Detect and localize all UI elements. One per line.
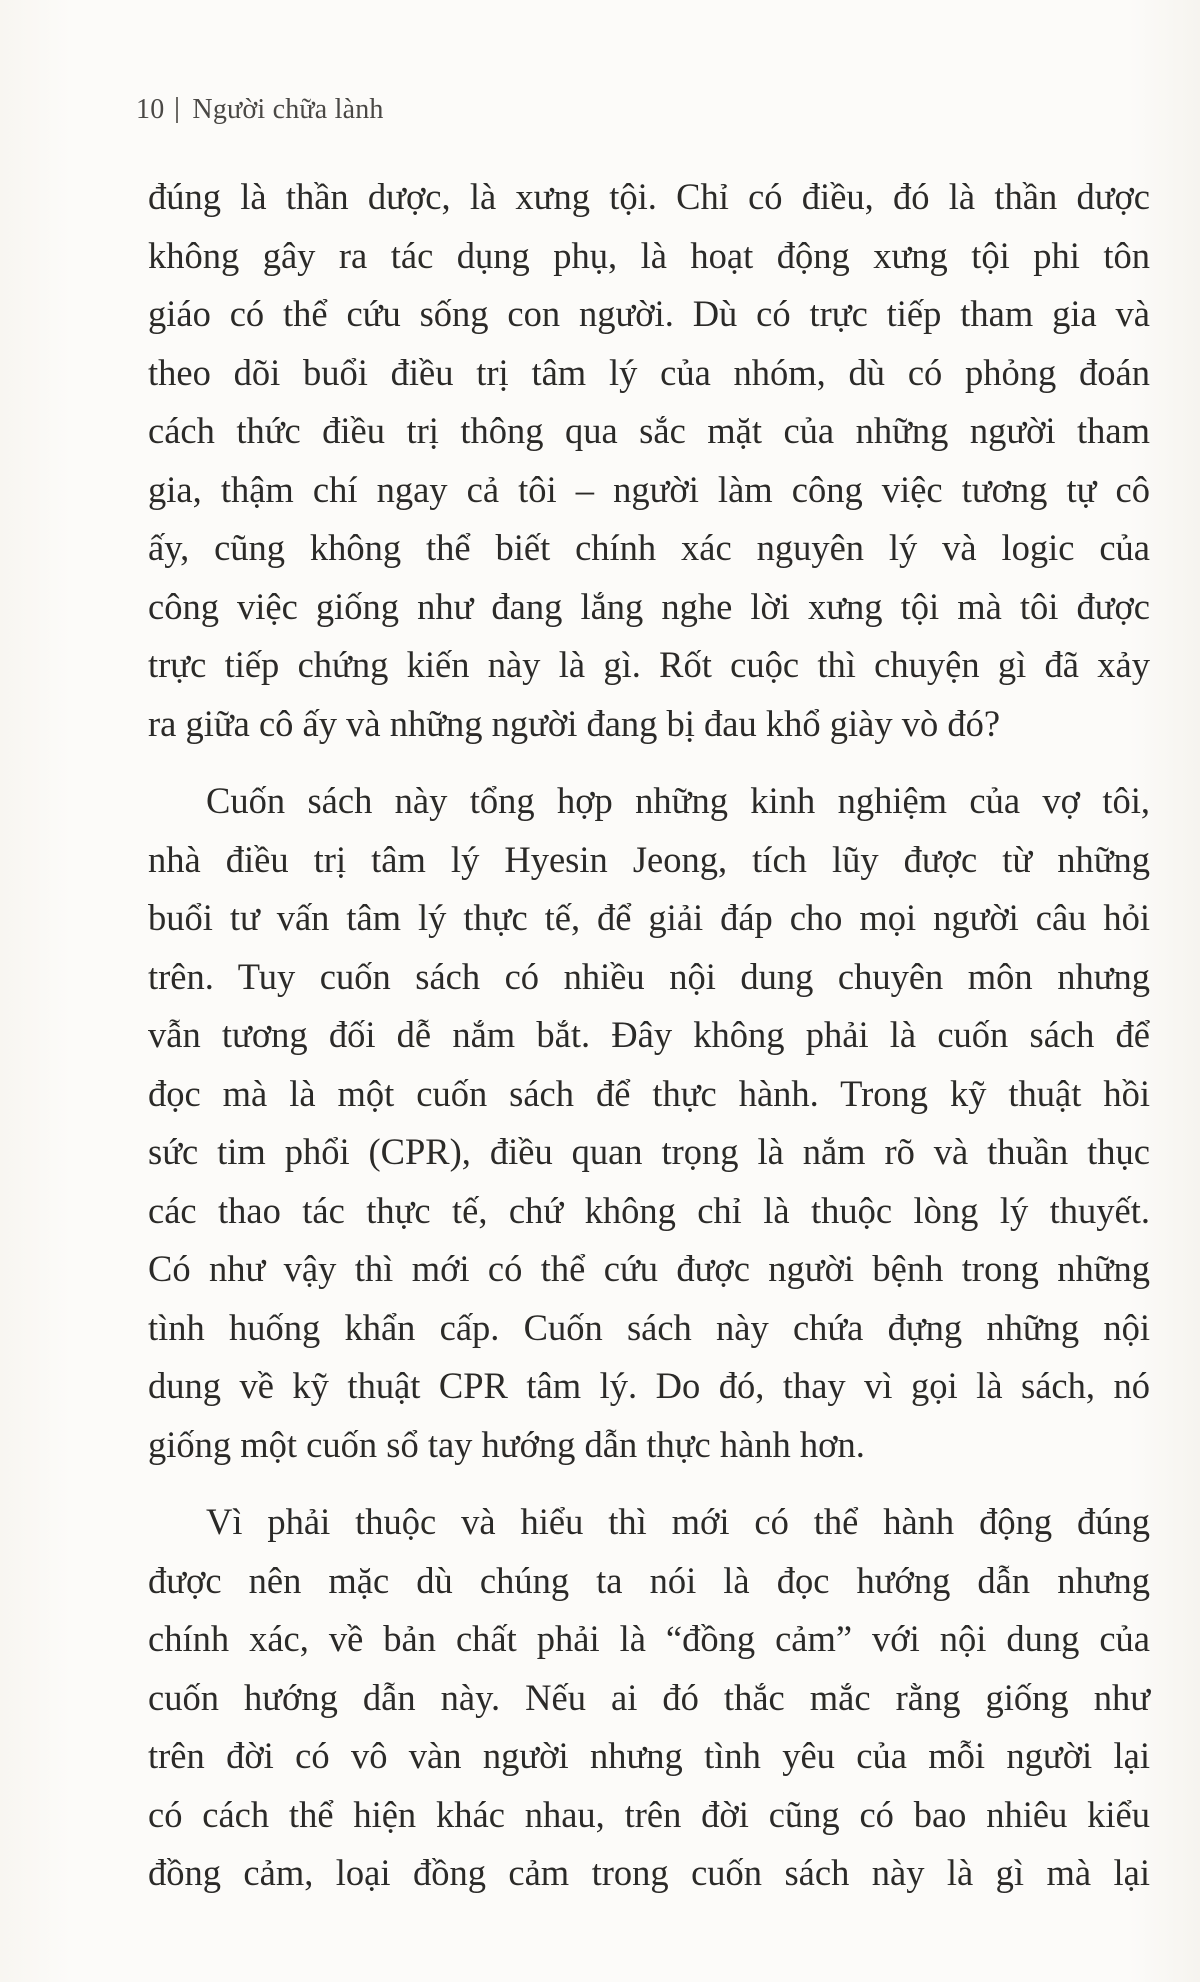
body-text: [148, 168, 1150, 1903]
text-line: trên đời có vô vàn người nhưng tình yêu của mỗi người lại: [148, 1735, 1150, 1776]
running-header: [136, 90, 384, 130]
text-line: theo dõi buổi điều trị tâm lý của nhóm, dù có phỏng đoán: [148, 351, 1150, 393]
paragraph: [148, 772, 1150, 1474]
text-line: tình huống khẩn cấp. Cuốn sách này chứa đựng những nội: [148, 1306, 1150, 1348]
book-title: Người chữa lành: [192, 94, 384, 125]
text-line: đọc mà là một cuốn sách để thực hành. Trong kỹ thuật hồi: [148, 1072, 1150, 1114]
text-line: trực tiếp chứng kiến này là gì. Rốt cuộc thì chuyện gì đã xảy: [148, 644, 1150, 685]
text-line: dung về kỹ thuật CPR tâm lý. Do đó, thay vì gọi là sách, nó: [148, 1365, 1150, 1406]
text-line: ấy, cũng không thể biết chính xác nguyên lý và logic của: [148, 527, 1150, 568]
paragraph-gap: [148, 1474, 1150, 1493]
text-line: đúng là thần dược, là xưng tội. Chỉ có điều, đó là thần dược: [148, 176, 1150, 217]
text-line: đồng cảm, loại đồng cảm trong cuốn sách này là gì mà lại: [148, 1852, 1150, 1893]
paragraph: [148, 1493, 1150, 1903]
text-line: giáo có thể cứu sống con người. Dù có trực tiếp tham gia và: [148, 293, 1150, 334]
paragraph-gap: [148, 753, 1150, 772]
page-number: 10: [136, 94, 165, 125]
text-line: ra giữa cô ấy và những người đang bị đau khổ giày vò đó?: [148, 702, 1001, 744]
text-line: được nên mặc dù chúng ta nói là đọc hướng dẫn nhưng: [148, 1559, 1150, 1601]
text-line: gia, thậm chí ngay cả tôi – người làm công việc tương tự cô: [148, 468, 1150, 510]
text-line: có cách thể hiện khác nhau, trên đời cũng có bao nhiêu kiểu: [148, 1793, 1150, 1835]
text-line: Cuốn sách này tổng hợp những kinh nghiệm của vợ tôi,: [206, 780, 1150, 821]
paragraph: [148, 168, 1150, 753]
text-line: chính xác, về bản chất phải là “đồng cảm” với nội dung của: [148, 1618, 1150, 1659]
text-line: Có như vậy thì mới có thể cứu được người bệnh trong những: [148, 1248, 1150, 1289]
text-line: sức tim phổi (CPR), điều quan trọng là nắm rõ và thuần thục: [148, 1131, 1150, 1172]
text-line: không gây ra tác dụng phụ, là hoạt động xưng tội phi tôn: [148, 234, 1150, 276]
text-line: nhà điều trị tâm lý Hyesin Jeong, tích lũy được từ những: [148, 838, 1150, 880]
text-line: các thao tác thực tế, chứ không chỉ là thuộc lòng lý thuyết.: [148, 1189, 1150, 1231]
text-line: trên. Tuy cuốn sách có nhiều nội dung chuyên môn nhưng: [148, 955, 1150, 997]
text-line: cách thức điều trị thông qua sắc mặt của những người tham: [148, 410, 1150, 451]
text-line: giống một cuốn sổ tay hướng dẫn thực hành hơn.: [148, 1423, 865, 1465]
text-line: vẫn tương đối dễ nắm bắt. Đây không phải là cuốn sách để: [148, 1014, 1150, 1055]
text-line: công việc giống như đang lắng nghe lời xưng tội mà tôi được: [148, 585, 1150, 627]
header-separator: [176, 97, 178, 123]
text-line: cuốn hướng dẫn này. Nếu ai đó thắc mắc rằng giống như: [148, 1676, 1150, 1718]
text-line: buổi tư vấn tâm lý thực tế, để giải đáp cho mọi người câu hỏi: [148, 897, 1150, 938]
text-line: Vì phải thuộc và hiểu thì mới có thể hành động đúng: [206, 1501, 1150, 1542]
